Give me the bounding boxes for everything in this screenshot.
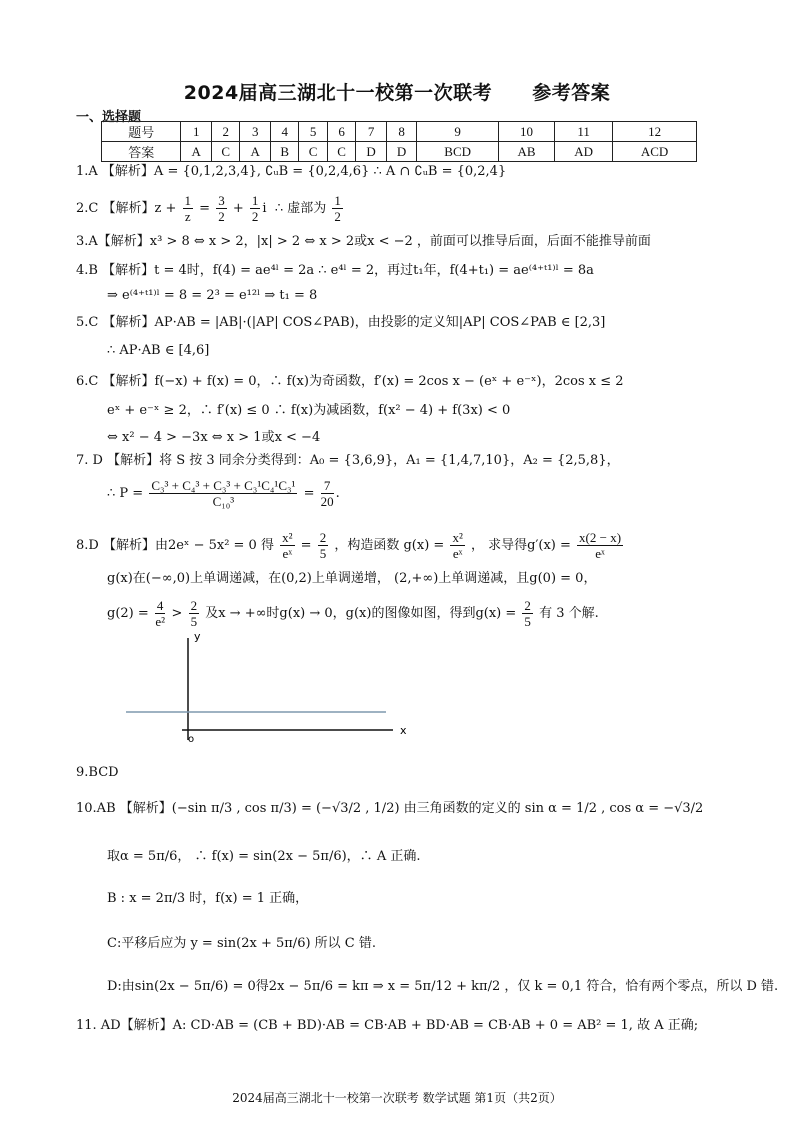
fraction: $\frac{7}{20}$ (320, 478, 334, 509)
q6-solution-line1: 6.C 【解析】f(−x) + f(x) = 0，∴ f(x)为奇函数，f′(x) = 2cos x − (eˣ + e⁻ˣ)，2cos x ≤ 2 (76, 374, 624, 389)
fraction: $\frac{2}{5}$ (524, 598, 531, 629)
q1-solution: 1.A 【解析】A = {0,1,2,3,4}, ∁ᵤB = {0,2,4,6} ∴ A ∩ ∁ᵤB = {0,2,4} (76, 164, 507, 179)
q11-solution: 11. AD【解析】A: CD·AB = (CB + BD)·AB = CB·AB + BD·AB = CB·AB + 0 = AB² = 1, 故 A 正确; (76, 1018, 699, 1033)
q8-solution-line3: g(2) = $\frac{4}{\text{e²}}$ > $\frac{2}{5}$ 及x → +∞时g(x) → 0，g(x)的图像如图，得到g(x) = $\frac{2}{5}$ 有 3 个解. (107, 598, 599, 629)
table-cell: 9 (417, 122, 499, 142)
q5-solution-line1: 5.C 【解析】AP·AB = |AB|·(|AP| COS∠PAB)，由投影的定义知|AP| COS∠PAB ∈ [2,3] (76, 315, 606, 330)
q3-solution: 3.A【解析】x³ > 8 ⇔ x > 2，|x| > 2 ⇔ x > 2或x < −2 ，前面可以推导后面，后面不能推导前面 (76, 234, 651, 249)
table-cell: 8 (386, 122, 417, 142)
fraction: $\frac{4}{\text{e²}}$ (155, 598, 165, 629)
q2-lead: 2.C 【解析】z + (76, 201, 177, 216)
fraction: $\frac{1}{2}$ (334, 193, 341, 224)
table-cell: A (240, 142, 271, 162)
table-cell: 7 (356, 122, 387, 142)
answer-table (101, 121, 697, 162)
q10-solution-line5: D:由sin(2x − 5π/6) = 0得2x − 5π/6 = kπ ⇒ x = 5π/12 + kπ/2 ，仅 k = 0,1 符合，恰有两个零点，所以 D 错. (107, 979, 779, 994)
table-cell: 4 (270, 122, 298, 142)
page-footer: 2024届高三湖北十一校第一次联考 数学试题 第1页（共2页） (232, 1091, 562, 1105)
x-axis-label: x (400, 724, 407, 737)
table-cell: A (181, 142, 212, 162)
fraction: $\frac{\text{C₃³ + C₄³ + C₃³ + C₃¹C₄¹C₃¹}}{\text{C₁₀³}}$ (151, 478, 296, 509)
q2-conclusion: ∴ 虚部为 (274, 201, 327, 216)
table-cell: 11 (555, 122, 613, 142)
table-cell: 5 (299, 122, 327, 142)
table-cell: 答案 (102, 142, 181, 162)
fraction: $\frac{\text{x²}}{\text{eˣ}}$ (452, 530, 463, 561)
table-cell: D (386, 142, 417, 162)
q9-solution: 9.BCD (76, 765, 119, 780)
fraction: $\frac{2}{5}$ (319, 530, 327, 561)
table-cell: C (299, 142, 327, 162)
table-cell: BCD (417, 142, 499, 162)
table-cell: 3 (240, 122, 271, 142)
fraction: $\frac{2}{5}$ (190, 598, 198, 629)
table-answer-row (102, 142, 697, 162)
q4-solution-line2: ⇒ e⁽⁴⁺ᵗ¹⁾ˡ = 8 = 2³ = e¹²ˡ ⇒ t₁ = 8 (107, 288, 318, 303)
table-cell: 12 (613, 122, 697, 142)
q8-solution-line1: 8.D 【解析】由2eˣ − 5x² = 0 得 $\frac{\text{x²}}{\text{eˣ}}$ = $\frac{2}{5}$ ，构造函数 g(x) = $\frac{\text{x²}}{\text{eˣ}}$ ， 求导得g′(x) = $\frac{x(2 - x)}{\text{eˣ}}$ (76, 530, 622, 561)
table-cell: 1 (181, 122, 212, 142)
q10-solution-line1: 10.AB 【解析】(−sin π/3 , cos π/3) = (−√3/2 , 1/2) 由三角函数的定义的 sin α = 1/2 , cos α = −√3/2 (76, 801, 704, 816)
table-cell: 10 (498, 122, 554, 142)
q7-solution-line2: ∴ P = $\frac{\text{C₃³ + C₄³ + C₃³ + C₃¹C₄¹C₃¹}}{\text{C₁₀³}}$ = $\frac{7}{20}$ . (107, 478, 340, 509)
table-cell: B (270, 142, 298, 162)
table-cell: C (327, 142, 355, 162)
function-graph (118, 630, 418, 750)
q10-solution-line4: C:平移后应为 y = sin(2x + 5π/6) 所以 C 错. (107, 936, 377, 951)
table-cell: C (212, 142, 240, 162)
q6-solution-line2: eˣ + e⁻ˣ ≥ 2，∴ f′(x) ≤ 0 ∴ f(x)为减函数，f(x² − 4) + f(3x) < 0 (107, 403, 511, 418)
y-axis-label: y (194, 630, 201, 643)
table-cell: AB (498, 142, 554, 162)
page-title (0, 78, 794, 105)
table-cell: 6 (327, 122, 355, 142)
table-cell: ACD (613, 142, 697, 162)
table-header-row (102, 122, 697, 142)
origin-label: o (188, 734, 195, 745)
fraction: $\frac{1}{z}$ (184, 193, 191, 224)
q5-solution-line2: ∴ AP·AB ∈ [4,6] (107, 343, 210, 358)
title-sub: 参考答案 (532, 82, 611, 104)
table-cell: 2 (212, 122, 240, 142)
table-cell: 题号 (102, 122, 181, 142)
fraction: $\frac{\text{x²}}{\text{eˣ}}$ (282, 530, 293, 561)
table-cell: AD (555, 142, 613, 162)
q7-solution-line1: 7. D 【解析】将 S 按 3 同余分类得到：A₀ = {3,6,9}，A₁ = {1,4,7,10}，A₂ = {2,5,8}， (76, 453, 620, 468)
table-cell: D (356, 142, 387, 162)
fraction: $\frac{1}{2}$ (251, 193, 259, 224)
q6-solution-line3: ⇔ x² − 4 > −3x ⇔ x > 1或x < −4 (107, 430, 321, 445)
fraction: $\frac{x(2 - x)}{\text{eˣ}}$ (579, 530, 622, 561)
q4-solution-line1: 4.B 【解析】t = 4时，f(4) = ae⁴ˡ = 2a ∴ e⁴ˡ = 2，再过t₁年，f(4+t₁) = ae⁽⁴⁺ᵗ¹⁾ˡ = 8a (76, 263, 594, 278)
q8-solution-line2: g(x)在(−∞,0)上单调递减，在(0,2)上单调递增， (2,+∞)上单调递减，且g(0) = 0， (107, 571, 597, 586)
q10-solution-line2: 取α = 5π/6， ∴ f(x) = sin(2x − 5π/6)，∴ A 正确. (107, 849, 421, 864)
q10-solution-line3: B : x = 2π/3 时，f(x) = 1 正确， (107, 891, 309, 906)
fraction: $\frac{3}{2}$ (218, 193, 225, 224)
section-label: 一、选择题 (76, 110, 142, 125)
q2-solution: 2.C 【解析】z + $\frac{1}{z}$ = $\frac{3}{2}$ + $\frac{1}{2}$ i ∴ 虚部为 $\frac{1}{2}$ (76, 193, 341, 224)
title-main: 2024届高三湖北十一校第一次联考 (183, 82, 493, 104)
